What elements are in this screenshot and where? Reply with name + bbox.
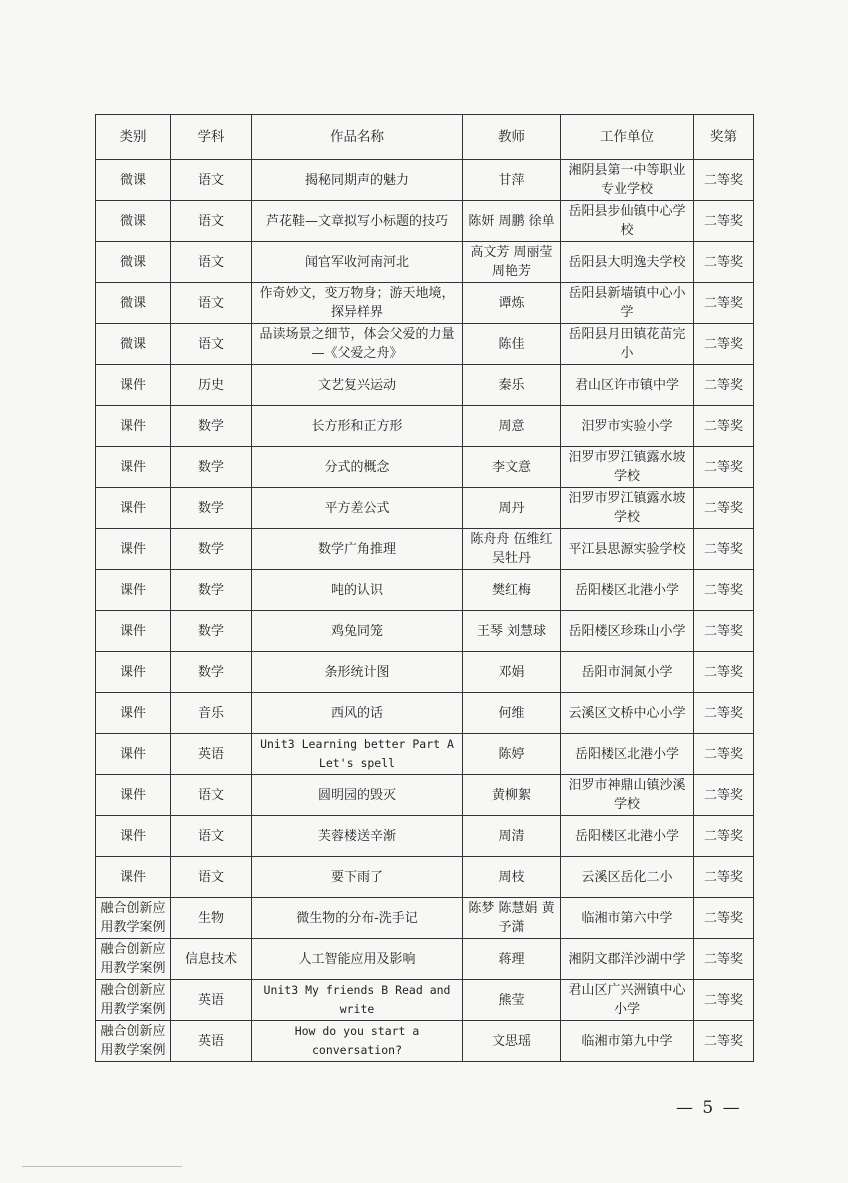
cell-work-unit: 君山区许市镇中学 [561,365,694,406]
cell-teacher: 樊红梅 [463,570,561,611]
cell-subject: 语文 [171,857,252,898]
table-row [96,488,754,529]
cell-teacher: 高文芳 周丽莹 周艳芳 [463,242,561,283]
cell-work-unit: 岳阳楼区北港小学 [561,734,694,775]
cell-category: 微课 [96,242,171,283]
cell-work-title: Unit3 Learning better Part A Let's spell [252,734,463,775]
cell-award: 二等奖 [694,775,754,816]
cell-subject: 数学 [171,570,252,611]
cell-subject: 数学 [171,611,252,652]
cell-category: 课件 [96,816,171,857]
table-row [96,980,754,1021]
cell-category: 微课 [96,160,171,201]
cell-subject: 英语 [171,734,252,775]
cell-work-title: How do you start a conversation? [252,1021,463,1062]
cell-award: 二等奖 [694,201,754,242]
cell-work-unit: 岳阳县步仙镇中心学校 [561,201,694,242]
cell-award: 二等奖 [694,857,754,898]
cell-work-title: 要下雨了 [252,857,463,898]
cell-teacher: 熊莹 [463,980,561,1021]
table-row [96,734,754,775]
cell-teacher: 秦乐 [463,365,561,406]
cell-category: 课件 [96,570,171,611]
cell-award: 二等奖 [694,611,754,652]
cell-category: 课件 [96,488,171,529]
cell-category: 融合创新应用教学案例 [96,939,171,980]
cell-work-unit: 临湘市第六中学 [561,898,694,939]
table-row [96,611,754,652]
table-row [96,693,754,734]
table-row [96,939,754,980]
cell-teacher: 何维 [463,693,561,734]
table-body [96,160,754,1062]
cell-award: 二等奖 [694,652,754,693]
cell-work-title: 鸡兔同笼 [252,611,463,652]
cell-work-unit: 平江县思源实验学校 [561,529,694,570]
table-row [96,201,754,242]
cell-work-unit: 汨罗市实验小学 [561,406,694,447]
table-row [96,857,754,898]
cell-teacher: 李文意 [463,447,561,488]
cell-award: 二等奖 [694,447,754,488]
cell-award: 二等奖 [694,734,754,775]
table-row [96,242,754,283]
cell-award: 二等奖 [694,324,754,365]
cell-award: 二等奖 [694,1021,754,1062]
cell-award: 二等奖 [694,898,754,939]
cell-teacher: 谭炼 [463,283,561,324]
table-row [96,1021,754,1062]
cell-work-unit: 汨罗市神鼎山镇沙溪学校 [561,775,694,816]
cell-category: 课件 [96,857,171,898]
cell-category: 课件 [96,611,171,652]
cell-subject: 历史 [171,365,252,406]
cell-work-title: 芦花鞋—文章拟写小标题的技巧 [252,201,463,242]
cell-teacher: 陈妍 周鹏 徐单 [463,201,561,242]
cell-work-unit: 临湘市第九中学 [561,1021,694,1062]
cell-work-title: 平方差公式 [252,488,463,529]
cell-subject: 英语 [171,1021,252,1062]
cell-award: 二等奖 [694,242,754,283]
cell-category: 课件 [96,447,171,488]
cell-award: 二等奖 [694,160,754,201]
table-row [96,652,754,693]
cell-subject: 数学 [171,652,252,693]
cell-subject: 语文 [171,160,252,201]
cell-teacher: 陈梦 陈慧娟 黄予潇 [463,898,561,939]
cell-category: 课件 [96,529,171,570]
cell-teacher: 周丹 [463,488,561,529]
cell-work-unit: 君山区广兴洲镇中心小学 [561,980,694,1021]
table-row [96,406,754,447]
cell-work-unit: 云溪区文桥中心小学 [561,693,694,734]
cell-subject: 数学 [171,529,252,570]
cell-award: 二等奖 [694,406,754,447]
cell-award: 二等奖 [694,570,754,611]
table-row [96,324,754,365]
table-row [96,529,754,570]
cell-teacher: 蒋理 [463,939,561,980]
table-row [96,816,754,857]
header-subject: 学科 [171,115,252,160]
table-row [96,447,754,488]
cell-teacher: 王琴 刘慧球 [463,611,561,652]
cell-category: 课件 [96,734,171,775]
cell-work-title: 西风的话 [252,693,463,734]
cell-award: 二等奖 [694,816,754,857]
cell-subject: 数学 [171,406,252,447]
cell-award: 二等奖 [694,365,754,406]
cell-work-title: 品读场景之细节，体会父爱的力量—《父爱之舟》 [252,324,463,365]
cell-category: 微课 [96,324,171,365]
header-category: 类别 [96,115,171,160]
awards-table [95,114,754,1062]
cell-work-title: 文艺复兴运动 [252,365,463,406]
cell-award: 二等奖 [694,693,754,734]
cell-subject: 语文 [171,283,252,324]
table-row [96,898,754,939]
cell-teacher: 周意 [463,406,561,447]
cell-subject: 数学 [171,488,252,529]
cell-category: 课件 [96,652,171,693]
cell-work-unit: 岳阳市洞氮小学 [561,652,694,693]
cell-work-title: 作奇妙文，变万物身；游天地境，探异样界 [252,283,463,324]
cell-teacher: 甘萍 [463,160,561,201]
cell-category: 微课 [96,201,171,242]
cell-category: 微课 [96,283,171,324]
table-row [96,365,754,406]
cell-work-unit: 岳阳楼区北港小学 [561,816,694,857]
cell-work-title: 人工智能应用及影响 [252,939,463,980]
cell-work-unit: 岳阳县月田镇花苗完小 [561,324,694,365]
cell-category: 课件 [96,693,171,734]
scan-edge-line [22,1166,182,1167]
cell-work-title: 条形统计图 [252,652,463,693]
cell-subject: 语文 [171,324,252,365]
cell-award: 二等奖 [694,529,754,570]
cell-teacher: 文思瑶 [463,1021,561,1062]
cell-work-unit: 汨罗市罗江镇露水坡学校 [561,488,694,529]
cell-work-unit: 岳阳楼区北港小学 [561,570,694,611]
cell-subject: 信息技术 [171,939,252,980]
page-number: — 5 — [676,1098,742,1118]
cell-award: 二等奖 [694,939,754,980]
cell-teacher: 陈婷 [463,734,561,775]
cell-work-title: Unit3 My friends B Read and write [252,980,463,1021]
cell-work-unit: 岳阳楼区珍珠山小学 [561,611,694,652]
cell-work-title: 揭秘同期声的魅力 [252,160,463,201]
cell-category: 融合创新应用教学案例 [96,1021,171,1062]
cell-award: 二等奖 [694,980,754,1021]
cell-subject: 生物 [171,898,252,939]
cell-teacher: 邓娟 [463,652,561,693]
header-work-unit: 工作单位 [561,115,694,160]
header-work-title: 作品名称 [252,115,463,160]
cell-teacher: 陈佳 [463,324,561,365]
cell-work-unit: 湘阴县第一中等职业专业学校 [561,160,694,201]
cell-work-unit: 湘阴文郡洋沙湖中学 [561,939,694,980]
cell-subject: 数学 [171,447,252,488]
cell-work-title: 微生物的分布-洗手记 [252,898,463,939]
cell-subject: 音乐 [171,693,252,734]
table-header-row [96,115,754,160]
table-row [96,160,754,201]
cell-work-title: 芙蓉楼送辛渐 [252,816,463,857]
cell-subject: 语文 [171,201,252,242]
cell-subject: 语文 [171,816,252,857]
cell-category: 课件 [96,365,171,406]
cell-teacher: 周枝 [463,857,561,898]
table-row [96,570,754,611]
cell-work-title: 闻官军收河南河北 [252,242,463,283]
cell-teacher: 陈舟舟 伍维红 吴牡丹 [463,529,561,570]
cell-category: 课件 [96,406,171,447]
table-row [96,775,754,816]
cell-work-unit: 云溪区岳化二小 [561,857,694,898]
cell-award: 二等奖 [694,283,754,324]
cell-teacher: 周清 [463,816,561,857]
cell-subject: 语文 [171,242,252,283]
cell-work-unit: 岳阳县新墙镇中心小学 [561,283,694,324]
cell-work-unit: 岳阳县大明逸夫学校 [561,242,694,283]
cell-work-title: 长方形和正方形 [252,406,463,447]
cell-work-unit: 汨罗市罗江镇露水坡学校 [561,447,694,488]
cell-work-title: 吨的认识 [252,570,463,611]
cell-category: 融合创新应用教学案例 [96,898,171,939]
header-teacher: 教师 [463,115,561,160]
table-row [96,283,754,324]
cell-subject: 语文 [171,775,252,816]
cell-work-title: 数学广角推理 [252,529,463,570]
cell-work-title: 分式的概念 [252,447,463,488]
cell-work-title: 圆明园的毁灭 [252,775,463,816]
cell-category: 融合创新应用教学案例 [96,980,171,1021]
cell-subject: 英语 [171,980,252,1021]
cell-award: 二等奖 [694,488,754,529]
cell-teacher: 黄柳絮 [463,775,561,816]
header-award: 奖第 [694,115,754,160]
cell-category: 课件 [96,775,171,816]
